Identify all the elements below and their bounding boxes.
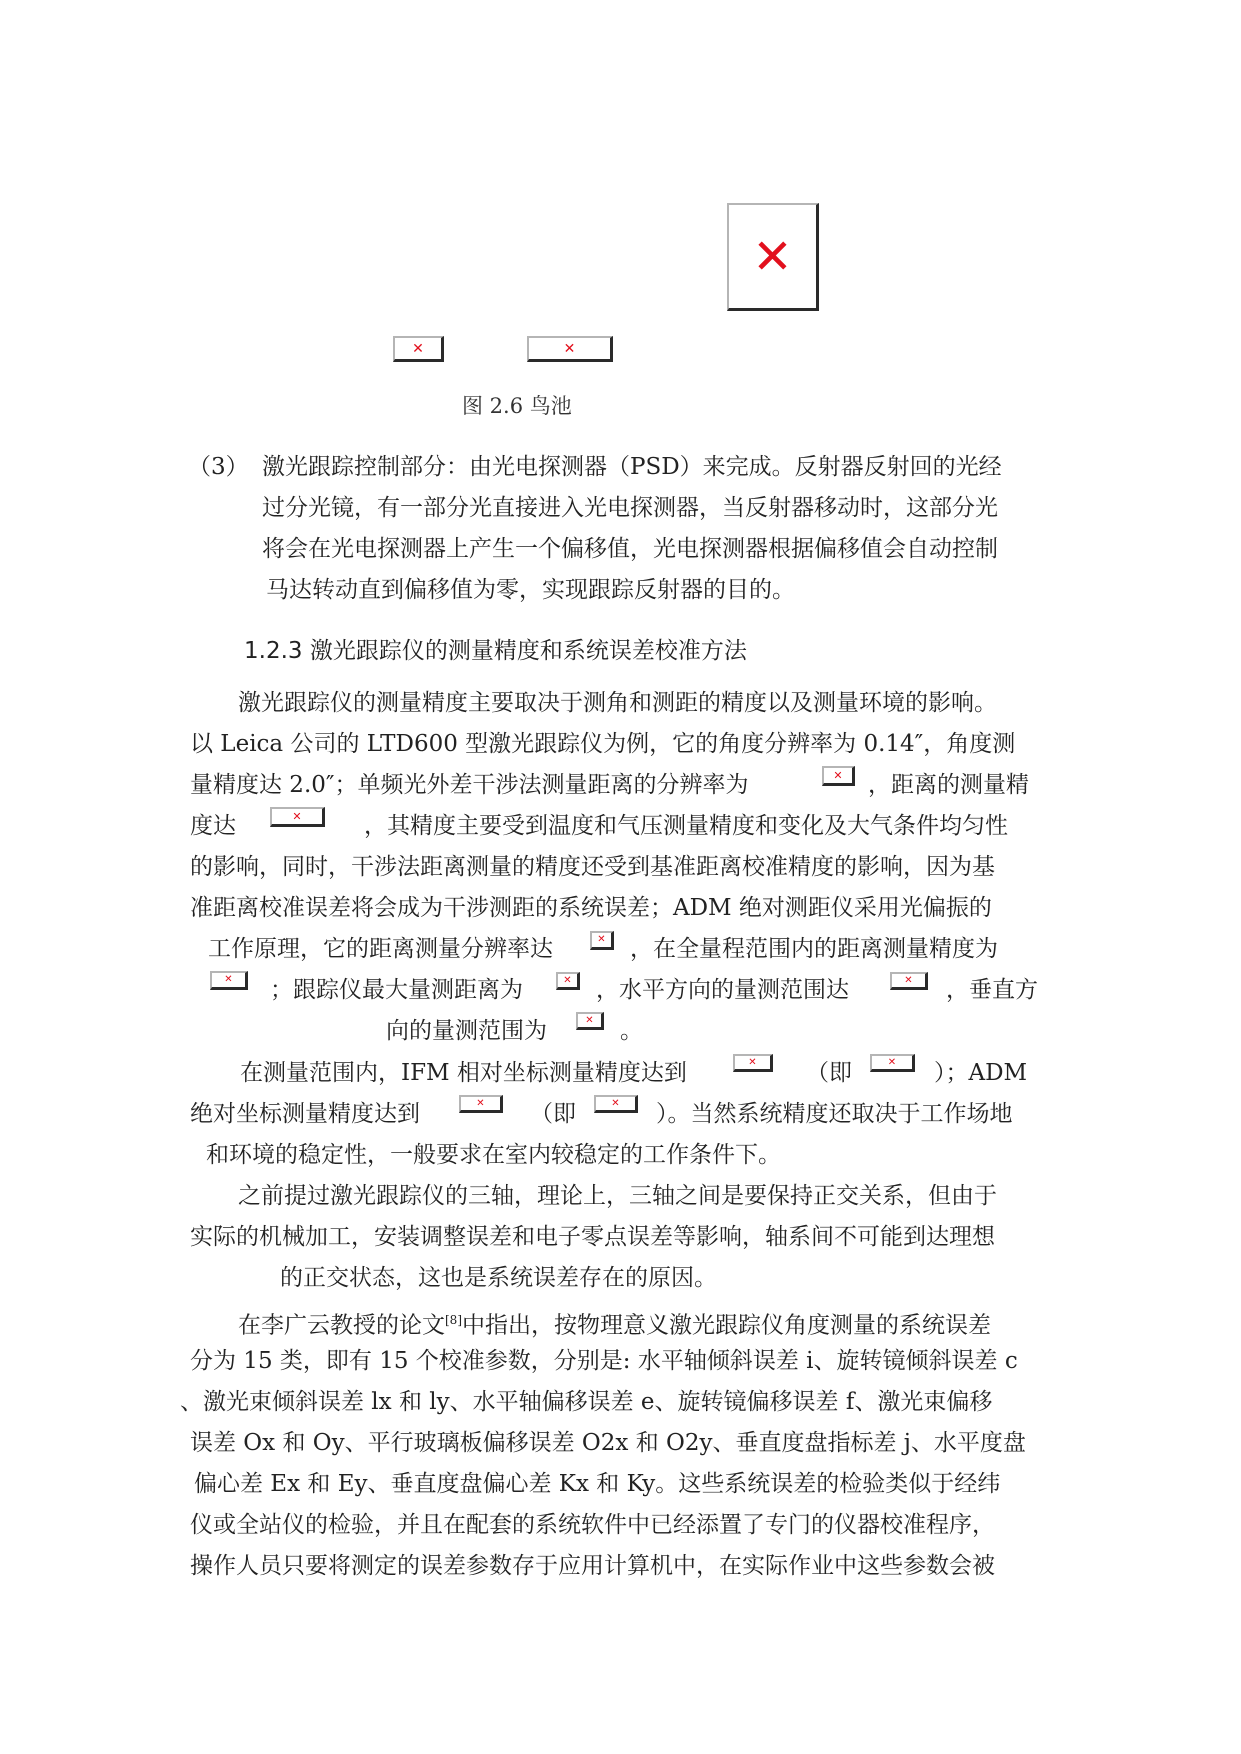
text-line: 偏心差 Ex 和 Ey、垂直度盘偏心差 Kx 和 Ky。这些系统误差的检验类似于经纬 <box>194 1471 1001 1497</box>
text-line: 激光跟踪仪的测量精度主要取决于测角和测距的精度以及测量环境的影响。 <box>238 690 997 716</box>
text-line: 操作人员只要将测定的误差参数存于应用计算机中，在实际作业中这些参数会被 <box>190 1553 995 1579</box>
broken-image-inline <box>822 766 855 786</box>
text-line: 以 Leica 公司的 LTD600 型激光跟踪仪为例，它的角度分辨率为 0.14″，角度测 <box>190 731 1016 757</box>
broken-image-icon: ✕ <box>752 228 793 285</box>
text-line: 过分光镜，有一部分光直接进入光电探测器，当反射器移动时，这部分光 <box>262 495 998 521</box>
broken-image-icon: ✕ <box>585 1014 594 1026</box>
broken-image-icon: ✕ <box>748 1056 757 1068</box>
citation-ref: [8] <box>445 1313 462 1327</box>
text-line: 误差 Ox 和 Oy、平行玻璃板偏移误差 O2x 和 O2y、垂直度盘指标差 j、水平度盘 <box>190 1430 1026 1456</box>
broken-image-small-2 <box>527 336 613 362</box>
text-line: ，在全量程范围内的距离测量精度为 <box>630 936 998 962</box>
text-line: 准距离校准误差将会成为干涉测距的系统误差；ADM 绝对测距仪采用光偏振的 <box>190 895 992 921</box>
text-line: 将会在光电探测器上产生一个偏移值，光电探测器根据偏移值会自动控制 <box>262 536 998 562</box>
figure-caption: 图 2.6 鸟池 <box>462 394 572 418</box>
broken-image-large <box>727 203 819 311</box>
text-line <box>238 1305 991 1341</box>
section-heading: 1.2.3 激光跟踪仪的测量精度和系统误差校准方法 <box>244 638 747 664</box>
broken-image-inline <box>459 1095 503 1113</box>
broken-image-inline <box>590 931 614 950</box>
broken-image-icon: ✕ <box>833 769 843 782</box>
text-line: 度达 <box>190 813 236 839</box>
broken-image-icon: ✕ <box>904 974 913 986</box>
text-line: ）；ADM <box>934 1060 1028 1086</box>
broken-image-icon: ✕ <box>597 934 606 945</box>
broken-image-inline <box>556 972 580 990</box>
broken-image-icon: ✕ <box>563 974 572 986</box>
text-span: 在李广云教授的论文 <box>238 1312 445 1339</box>
broken-image-inline <box>594 1095 638 1113</box>
text-line: 实际的机械加工，安装调整误差和电子零点误差等影响，轴系间不可能到达理想 <box>190 1224 995 1250</box>
text-line: 工作原理，它的距离测量分辨率达 <box>208 936 553 962</box>
text-line: ，距离的测量精 <box>868 772 1029 798</box>
broken-image-small-1 <box>393 336 444 362</box>
text-line: 的正交状态，这也是系统误差存在的原因。 <box>280 1265 717 1291</box>
broken-image-icon: ✕ <box>224 974 233 985</box>
broken-image-icon: ✕ <box>563 340 576 357</box>
text-line: ，垂直方 <box>946 977 1038 1003</box>
text-line: 和环境的稳定性，一般要求在室内较稳定的工作条件下。 <box>206 1142 781 1168</box>
broken-image-inline <box>890 972 928 990</box>
list-marker: （3） <box>188 454 249 480</box>
broken-image-icon: ✕ <box>611 1097 620 1109</box>
broken-image-icon: ✕ <box>887 1056 897 1068</box>
text-line: 之前提过激光跟踪仪的三轴，理论上，三轴之间是要保持正交关系，但由于 <box>238 1183 997 1209</box>
text-line: 仪或全站仪的检验，并且在配套的系统软件中已经添置了专门的仪器校准程序， <box>190 1512 995 1538</box>
text-line: 、激光束倾斜误差 lx 和 ly、水平轴偏移误差 e、旋转镜偏移误差 f、激光束偏移 <box>180 1389 993 1415</box>
broken-image-inline <box>576 1012 604 1030</box>
text-span: 中指出，按物理意义激光跟踪仪角度测量的系统误差 <box>462 1312 991 1339</box>
text-line: 量精度达 2.0″；单频光外差干涉法测量距离的分辨率为 <box>190 772 749 798</box>
broken-image-icon: ✕ <box>292 810 302 823</box>
text-line: （即 <box>530 1101 576 1127</box>
broken-image-icon: ✕ <box>412 340 424 357</box>
text-line: ）。当然系统精度还取决于工作场地 <box>656 1101 1013 1127</box>
text-line: 马达转动直到偏移值为零，实现跟踪反射器的目的。 <box>266 577 795 603</box>
text-line: ；跟踪仪最大量测距离为 <box>270 977 523 1003</box>
text-line: ，其精度主要受到温度和气压测量精度和变化及大气条件均匀性 <box>364 813 1008 839</box>
text-line: 绝对坐标测量精度达到 <box>190 1101 420 1127</box>
text-line: 向的量测范围为 <box>386 1018 547 1044</box>
text-line: ，水平方向的量测范围达 <box>596 977 849 1003</box>
text-line: 分为 15 类，即有 15 个校准参数，分别是: 水平轴倾斜误差 i、旋转镜倾斜误差 c <box>190 1348 1018 1374</box>
broken-image-inline <box>210 971 248 990</box>
text-line: 的影响，同时，干涉法距离测量的精度还受到基准距离校准精度的影响，因为基 <box>190 854 995 880</box>
broken-image-icon: ✕ <box>476 1097 485 1109</box>
text-line: 。 <box>620 1018 643 1044</box>
broken-image-inline <box>270 807 325 827</box>
text-line: 在测量范围内，IFM 相对坐标测量精度达到 <box>240 1060 687 1086</box>
text-line: （即 <box>806 1060 852 1086</box>
broken-image-inline <box>733 1054 773 1072</box>
text-line: 激光跟踪控制部分：由光电探测器（PSD）来完成。反射器反射回的光经 <box>262 454 1002 480</box>
broken-image-inline <box>870 1054 915 1072</box>
